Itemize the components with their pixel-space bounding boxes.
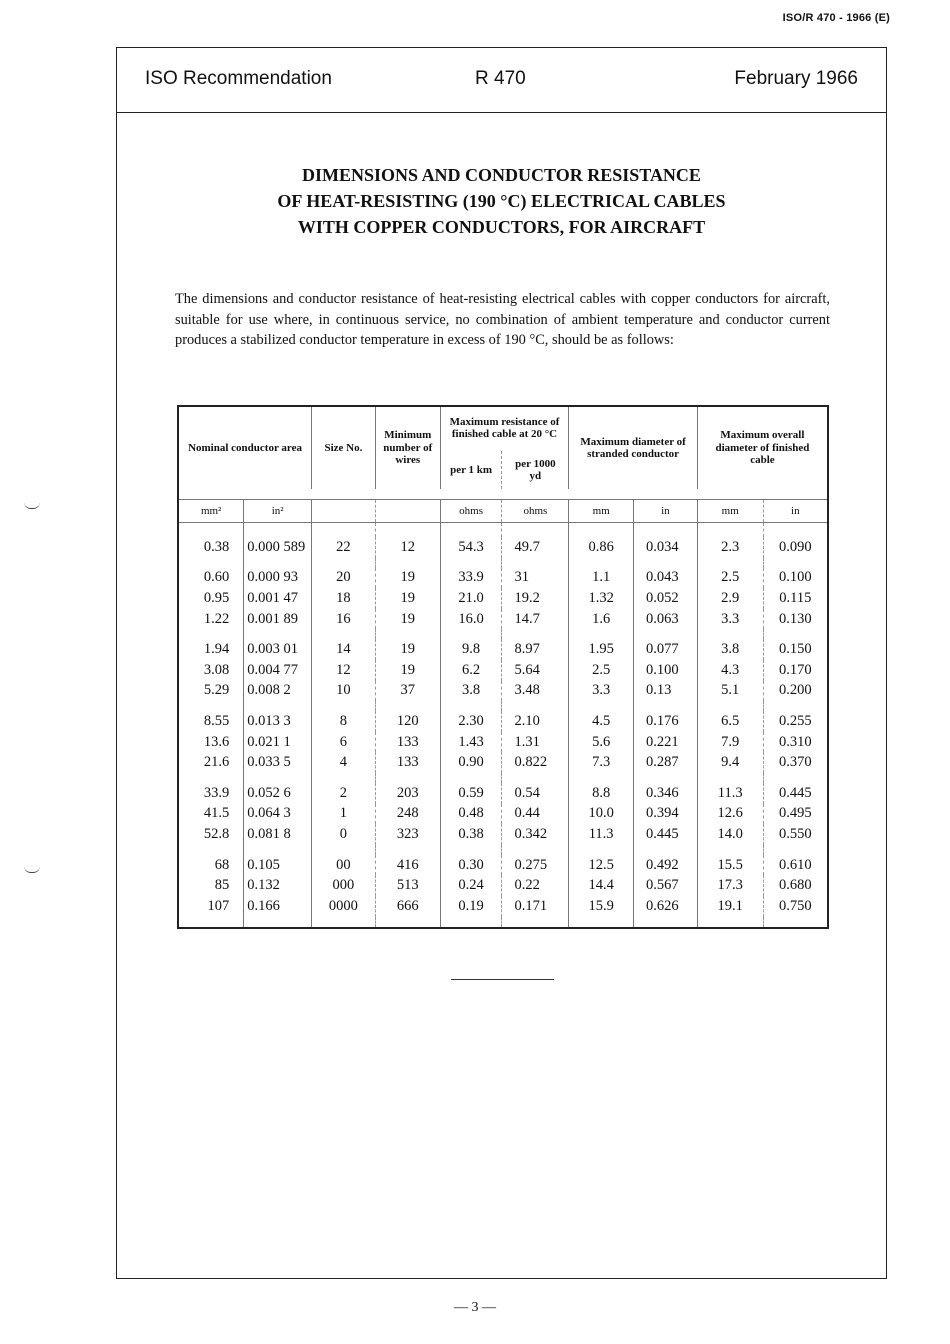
table-row	[178, 568, 828, 589]
table-cell: 000	[312, 875, 376, 896]
header-min-wires: Minimum number of wires	[375, 406, 440, 489]
unit-cell	[375, 500, 440, 523]
table-cell: 17.3	[697, 875, 763, 896]
table-cell: 54.3	[440, 537, 502, 558]
table-cell: 0.170	[763, 660, 828, 681]
table-cell: 1.31	[502, 732, 569, 753]
table-cell: 12.6	[697, 804, 763, 825]
table-cell: 19	[375, 588, 440, 609]
unit-cell: ohms	[502, 500, 569, 523]
table-cell: 0	[312, 824, 376, 845]
table-cell: 00	[312, 855, 376, 876]
table-cell: 0.043	[633, 568, 697, 589]
table-cell: 120	[375, 711, 440, 732]
table-cell: 0.495	[763, 804, 828, 825]
table-cell: 0.492	[633, 855, 697, 876]
table-cell: 0.090	[763, 537, 828, 558]
table-cell: 0.221	[633, 732, 697, 753]
table-cell: 0.567	[633, 875, 697, 896]
table-cell: 6	[312, 732, 376, 753]
table-row	[178, 711, 828, 732]
table-cell: 0.081 8	[244, 824, 312, 845]
table-cell: 3.8	[697, 639, 763, 660]
table-cell: 0.54	[502, 783, 569, 804]
title-line: OF HEAT-RESISTING (190 °C) ELECTRICAL CABLES	[277, 191, 726, 211]
table-row	[178, 732, 828, 753]
table-cell: 19.2	[502, 588, 569, 609]
table-cell: 203	[375, 783, 440, 804]
table-cell: 0.822	[502, 752, 569, 773]
table-cell: 1.6	[569, 609, 634, 630]
table-cell: 31	[502, 568, 569, 589]
table-cell: 21.6	[178, 752, 244, 773]
table-cell: 21.0	[440, 588, 502, 609]
table-cell: 1	[312, 804, 376, 825]
table-cell: 0000	[312, 896, 376, 917]
table-cell: 14.0	[697, 824, 763, 845]
header-middle: R 470	[475, 68, 526, 89]
page-frame	[116, 47, 887, 1279]
table-cell: 133	[375, 752, 440, 773]
table-cell: 0.100	[763, 568, 828, 589]
table-cell: 0.22	[502, 875, 569, 896]
page-number: — 3 —	[454, 1300, 496, 1315]
table-cell: 416	[375, 855, 440, 876]
table-cell: 7.3	[569, 752, 634, 773]
table-cell: 0.064 3	[244, 804, 312, 825]
table-cell: 7.9	[697, 732, 763, 753]
table-cell: 11.3	[569, 824, 634, 845]
unit-cell: mm	[697, 500, 763, 523]
table-cell: 2.30	[440, 711, 502, 732]
table-cell: 37	[375, 681, 440, 702]
header-right: February 1966	[734, 68, 858, 89]
table-cell: 0.445	[763, 783, 828, 804]
table-row	[178, 875, 828, 896]
table-row	[178, 660, 828, 681]
table-cell: 0.255	[763, 711, 828, 732]
table-cell: 0.13	[633, 681, 697, 702]
page-header	[117, 48, 886, 113]
table-cell: 0.150	[763, 639, 828, 660]
table-cell: 10	[312, 681, 376, 702]
units-row	[178, 500, 828, 523]
title-line: WITH COPPER CONDUCTORS, FOR AIRCRAFT	[297, 217, 706, 237]
table-cell: 0.370	[763, 752, 828, 773]
table-cell: 9.4	[697, 752, 763, 773]
table-cell: 0.000 93	[244, 568, 312, 589]
table-cell: 8.97	[502, 639, 569, 660]
table-cell: 0.001 89	[244, 609, 312, 630]
table-cell: 6.2	[440, 660, 502, 681]
table-row	[178, 681, 828, 702]
header-per-1000yd: per 1000 yd	[502, 451, 569, 489]
table-cell: 12	[312, 660, 376, 681]
table-cell: 0.95	[178, 588, 244, 609]
table-cell: 19	[375, 639, 440, 660]
table-cell: 0.021 1	[244, 732, 312, 753]
header-nominal-area: Nominal conductor area	[178, 406, 312, 489]
table-cell: 0.004 77	[244, 660, 312, 681]
table-cell: 13.6	[178, 732, 244, 753]
header-max-diam-stranded: Maximum diameter of stranded conductor	[569, 406, 698, 489]
table-cell: 0.166	[244, 896, 312, 917]
table-cell: 0.342	[502, 824, 569, 845]
table-cell: 5.64	[502, 660, 569, 681]
header-left: ISO Recommendation	[145, 68, 332, 89]
margin-mark	[24, 866, 40, 873]
table-cell: 1.32	[569, 588, 634, 609]
table-cell: 68	[178, 855, 244, 876]
table-cell: 0.003 01	[244, 639, 312, 660]
table-cell: 0.132	[244, 875, 312, 896]
table-cell: 19.1	[697, 896, 763, 917]
table-cell: 0.750	[763, 896, 828, 917]
table-cell: 4.5	[569, 711, 634, 732]
table-cell: 11.3	[697, 783, 763, 804]
table-cell: 8.8	[569, 783, 634, 804]
table-cell: 0.19	[440, 896, 502, 917]
table-cell: 0.445	[633, 824, 697, 845]
table-cell: 0.90	[440, 752, 502, 773]
table-cell: 10.0	[569, 804, 634, 825]
cable-dimensions-table	[177, 405, 829, 929]
table-cell: 0.59	[440, 783, 502, 804]
table-cell: 19	[375, 660, 440, 681]
table-cell: 19	[375, 568, 440, 589]
table-cell: 0.287	[633, 752, 697, 773]
table-cell: 15.5	[697, 855, 763, 876]
table-row	[178, 824, 828, 845]
table-cell: 0.052 6	[244, 783, 312, 804]
table-cell: 0.063	[633, 609, 697, 630]
margin-mark	[24, 502, 40, 509]
table-row	[178, 752, 828, 773]
header-per-km: per 1 km	[440, 451, 502, 489]
table-cell: 2.5	[697, 568, 763, 589]
table-cell: 0.60	[178, 568, 244, 589]
table-cell: 15.9	[569, 896, 634, 917]
table-cell: 133	[375, 732, 440, 753]
title-line: DIMENSIONS AND CONDUCTOR RESISTANCE	[302, 165, 701, 185]
table-cell: 0.013 3	[244, 711, 312, 732]
table-cell: 33.9	[440, 568, 502, 589]
table-cell: 9.8	[440, 639, 502, 660]
table-cell: 0.38	[178, 537, 244, 558]
table-cell: 0.052	[633, 588, 697, 609]
table-cell: 3.08	[178, 660, 244, 681]
table-cell: 0.034	[633, 537, 697, 558]
table-cell: 1.43	[440, 732, 502, 753]
table-cell: 4	[312, 752, 376, 773]
table-cell: 0.176	[633, 711, 697, 732]
table-cell: 0.44	[502, 804, 569, 825]
table-cell: 2.9	[697, 588, 763, 609]
table-cell: 3.48	[502, 681, 569, 702]
table-cell: 0.30	[440, 855, 502, 876]
table-cell: 52.8	[178, 824, 244, 845]
table-cell: 12	[375, 537, 440, 558]
unit-cell: in	[763, 500, 828, 523]
table-cell: 1.22	[178, 609, 244, 630]
table-cell: 323	[375, 824, 440, 845]
table-cell: 4.3	[697, 660, 763, 681]
table-cell: 2.10	[502, 711, 569, 732]
table-cell: 0.38	[440, 824, 502, 845]
table-cell: 18	[312, 588, 376, 609]
table-cell: 3.8	[440, 681, 502, 702]
document-title	[117, 162, 886, 240]
table-cell: 0.610	[763, 855, 828, 876]
table-cell: 0.394	[633, 804, 697, 825]
unit-cell: in	[633, 500, 697, 523]
table-cell: 0.24	[440, 875, 502, 896]
table-row	[178, 537, 828, 558]
table-cell: 0.86	[569, 537, 634, 558]
table-cell: 8.55	[178, 711, 244, 732]
table-cell: 0.100	[633, 660, 697, 681]
table-cell: 0.48	[440, 804, 502, 825]
table-cell: 5.1	[697, 681, 763, 702]
table-row	[178, 783, 828, 804]
unit-cell: in²	[244, 500, 312, 523]
table-cell: 5.29	[178, 681, 244, 702]
table-cell: 0.626	[633, 896, 697, 917]
table-cell: 2.3	[697, 537, 763, 558]
table-cell: 49.7	[502, 537, 569, 558]
table-cell: 0.275	[502, 855, 569, 876]
table-cell: 16	[312, 609, 376, 630]
table-cell: 6.5	[697, 711, 763, 732]
header-size-no: Size No.	[312, 406, 376, 489]
table-row	[178, 855, 828, 876]
table-cell: 0.346	[633, 783, 697, 804]
header-max-overall-diam: Maximum overall diameter of finished cable	[697, 406, 828, 489]
table-cell: 0.001 47	[244, 588, 312, 609]
unit-cell	[312, 500, 376, 523]
table-cell: 513	[375, 875, 440, 896]
table-row	[178, 896, 828, 917]
table-cell: 85	[178, 875, 244, 896]
table-row	[178, 588, 828, 609]
unit-cell: mm	[569, 500, 634, 523]
table-cell: 1.94	[178, 639, 244, 660]
table-cell: 0.550	[763, 824, 828, 845]
table-cell: 41.5	[178, 804, 244, 825]
table-cell: 1.95	[569, 639, 634, 660]
table-cell: 2.5	[569, 660, 634, 681]
table-cell: 1.1	[569, 568, 634, 589]
table-cell: 0.000 589	[244, 537, 312, 558]
table-row	[178, 639, 828, 660]
table-row	[178, 609, 828, 630]
unit-cell: mm²	[178, 500, 244, 523]
table-cell: 2	[312, 783, 376, 804]
table-cell: 14	[312, 639, 376, 660]
table-cell: 666	[375, 896, 440, 917]
unit-cell: ohms	[440, 500, 502, 523]
table-cell: 5.6	[569, 732, 634, 753]
table-cell: 16.0	[440, 609, 502, 630]
table-cell: 8	[312, 711, 376, 732]
table-row	[178, 804, 828, 825]
table-cell: 19	[375, 609, 440, 630]
table-cell: 0.310	[763, 732, 828, 753]
header-max-resistance: Maximum resistance of finished cable at 20 °C	[440, 406, 569, 451]
document-reference: ISO/R 470 - 1966 (E)	[782, 12, 890, 24]
table-cell: 107	[178, 896, 244, 917]
table-cell: 0.105	[244, 855, 312, 876]
table-cell: 0.115	[763, 588, 828, 609]
table-cell: 14.4	[569, 875, 634, 896]
table-cell: 14.7	[502, 609, 569, 630]
end-rule	[451, 979, 554, 980]
table-cell: 0.200	[763, 681, 828, 702]
table-cell: 0.077	[633, 639, 697, 660]
table-cell: 248	[375, 804, 440, 825]
table-cell: 0.008 2	[244, 681, 312, 702]
intro-paragraph: The dimensions and conductor resistance of heat-resisting electrical cables with copper conductors for aircraft, suitable for use where, in continuous service, no combination of ambient temperature and conductor current produces a stabilized conductor temperature in excess of 190 °C, should be as follows:	[175, 291, 830, 348]
table-cell: 33.9	[178, 783, 244, 804]
table-cell: 3.3	[697, 609, 763, 630]
table-cell: 20	[312, 568, 376, 589]
table-cell: 0.171	[502, 896, 569, 917]
table-cell: 0.680	[763, 875, 828, 896]
table-cell: 12.5	[569, 855, 634, 876]
table-cell: 22	[312, 537, 376, 558]
table-cell: 0.033 5	[244, 752, 312, 773]
table-cell: 0.130	[763, 609, 828, 630]
table-cell: 3.3	[569, 681, 634, 702]
